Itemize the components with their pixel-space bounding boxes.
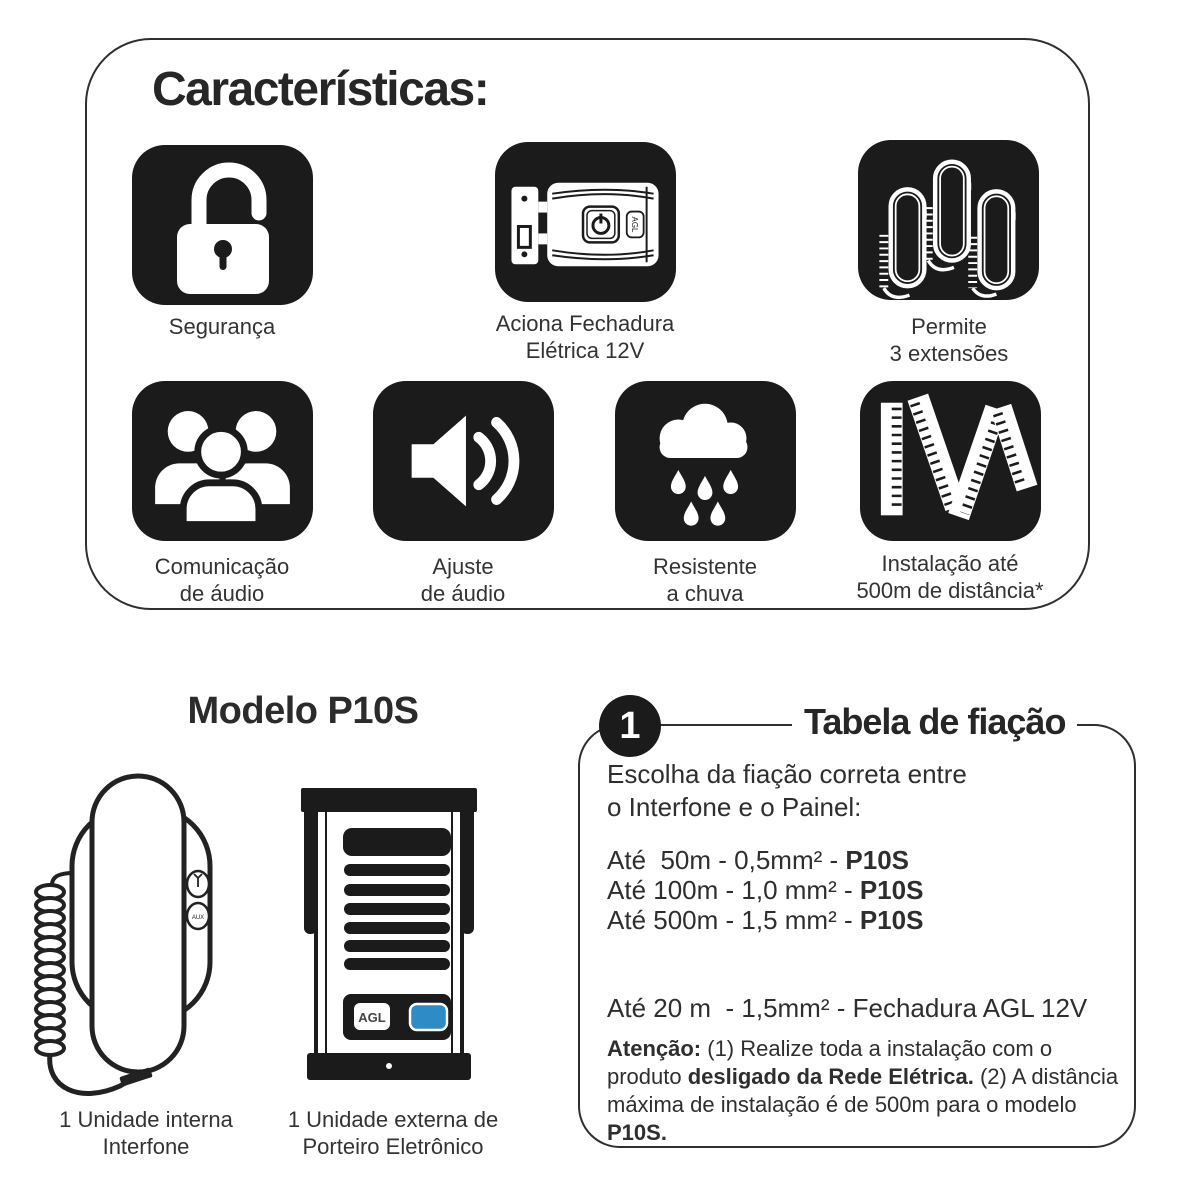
electric-lock-tile [495,142,676,302]
wiring-row: Até 50m - 0,5mm² - P10S [607,845,909,875]
aux-button-label: AUX [191,915,205,921]
internal-interphone-drawing [28,766,263,1121]
feature-label-seguranca: Segurança [168,314,276,339]
wiring-lock-row: Até 20 m - 1,5mm² - Fechadura AGL 12V [607,993,1088,1023]
feature-label-fechadura: Aciona Fechadura Elétrica 12V [495,311,675,363]
wiring-row: Até 100m - 1,0 mm² - P10S [607,875,924,905]
agl-tag-text: AGL [630,216,640,233]
three-handsets-icon [858,140,1039,300]
people-group-icon [132,381,313,541]
model-title: Modelo P10S [187,690,419,732]
wiring-rows [607,845,923,935]
speaker-volume-icon [373,381,554,541]
blue-call-button [410,1004,447,1030]
internal-unit-label: 1 Unidade interna Interfone [59,1107,233,1159]
attention-note: Atenção: (1) Realize toda a instalação com o produto desligado da Rede Elétrica. (2) A distância máxima de instalação é de 500m para o modelo P10S. [607,1036,1125,1145]
rain-resistant-tile [615,381,796,541]
wiring-table-title: Tabela de fiação [792,701,1077,743]
security-tile [132,145,313,305]
installation-distance-tile [860,381,1041,541]
handset [92,776,184,1072]
audio-adjust-tile [373,381,554,541]
external-door-unit-drawing [283,782,495,1104]
audio-communication-tile [132,381,313,541]
electric-lock-icon [495,142,676,302]
agl-call-button-label: AGL [358,1010,386,1025]
extensions-tile [858,140,1039,300]
feature-label-chuva: Resistente a chuva [653,554,757,606]
padlock-icon [132,145,313,305]
features-title: Características: [152,63,489,116]
measuring-tape-icon [860,381,1041,541]
wiring-row: Até 500m - 1,5 mm² - P10S [607,905,924,935]
feature-label-ajuste: Ajuste de áudio [420,554,506,606]
feature-label-instalacao: Instalação até 500m de distância* [856,551,1044,603]
external-unit-label: 1 Unidade externa de Porteiro Eletrônico [287,1107,499,1159]
wiring-intro: Escolha da fiação correta entre o Interfone e o Painel: [607,759,967,822]
rain-cloud-icon [615,381,796,541]
feature-label-comunicacao: Comunicação de áudio [154,554,290,606]
feature-label-extensoes: Permite 3 extensões [889,314,1009,366]
step-number-badge: 1 [599,695,661,757]
